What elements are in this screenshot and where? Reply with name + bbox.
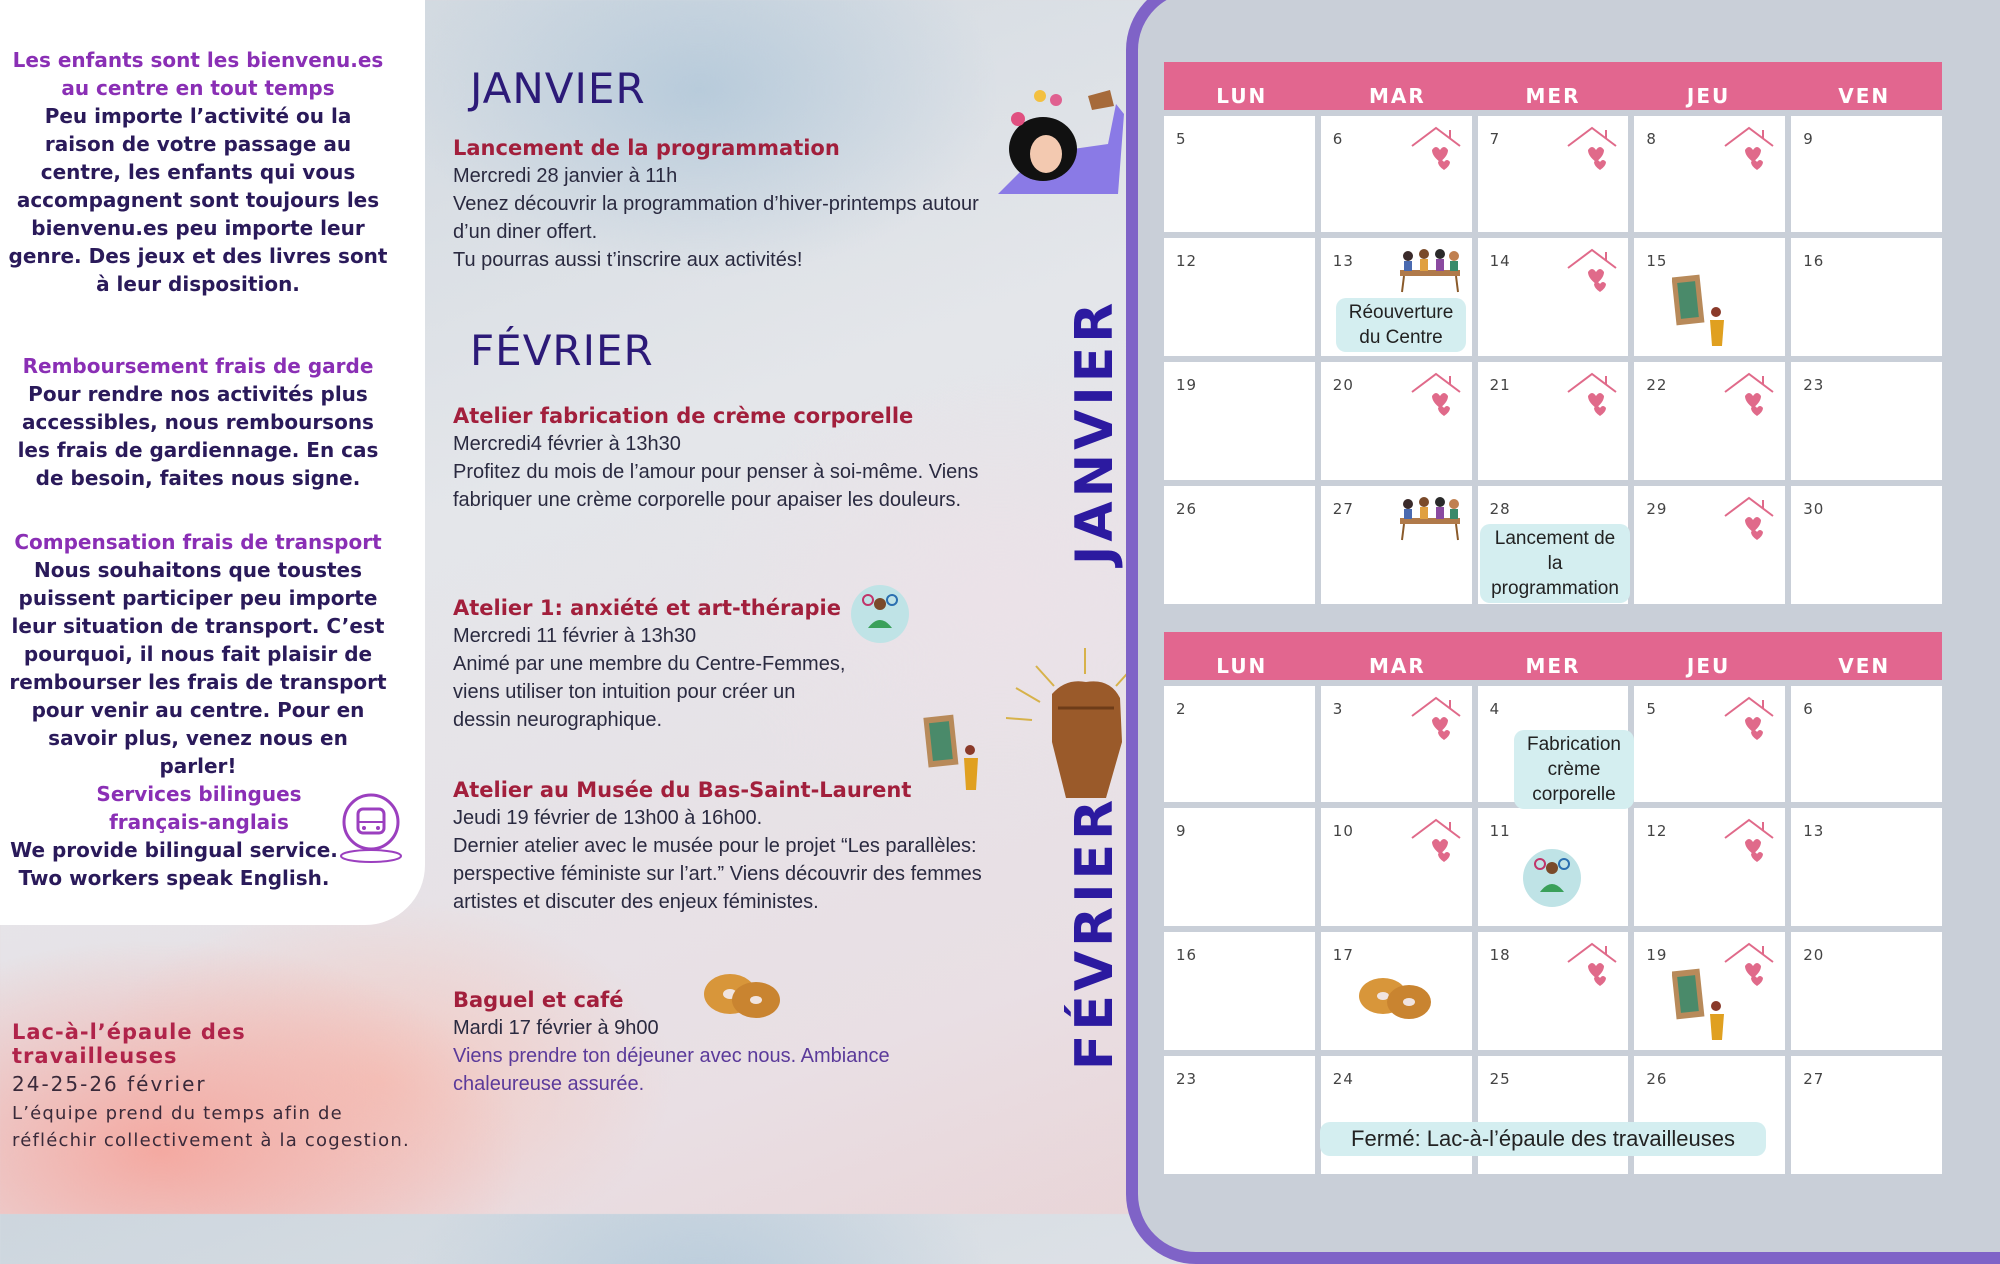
day-number: 28 (1489, 500, 1511, 518)
weekday-label: JEU (1686, 84, 1731, 108)
label-fabrication: Fabrication crème corporelle (1514, 730, 1634, 809)
day-number: 4 (1489, 700, 1501, 718)
calendar-day-cell (1164, 808, 1315, 926)
weekday-label: MER (1525, 654, 1581, 678)
weekday-label: MAR (1369, 84, 1426, 108)
calendar-day-cell (1634, 116, 1785, 232)
childcare-block (8, 352, 388, 492)
calendar-day-cell (1634, 362, 1785, 480)
house-hearts-icon (1408, 694, 1464, 742)
calendar-day-cell (1321, 116, 1472, 232)
weekday-label: LUN (1216, 654, 1268, 678)
calendar-day-cell (1478, 362, 1629, 480)
calendar-day-cell (1164, 238, 1315, 356)
calendar-day-cell (1164, 1056, 1315, 1174)
house-hearts-icon (1564, 124, 1620, 172)
calendar-fevrier (1164, 632, 1942, 1174)
calendar-day-cell (1478, 238, 1629, 356)
calendar-day-cell (1478, 1056, 1629, 1174)
day-number: 27 (1803, 1070, 1825, 1088)
calendar-day-cell (1634, 686, 1785, 802)
day-number: 20 (1803, 946, 1825, 964)
bilingual-text-1: We provide bilingual service. (10, 838, 338, 862)
event-text: Animé par une membre du Centre-Femmes, viens utiliser ton intuition pour créer un dessin neurographique. (453, 653, 846, 731)
event-title: Atelier fabrication de crème corporelle (453, 404, 914, 428)
day-number: 16 (1803, 252, 1825, 270)
calendar-day-cell (1634, 932, 1785, 1050)
painting-visitor-icon (922, 712, 988, 792)
calendar-day-cell (1634, 238, 1785, 356)
day-number: 13 (1803, 822, 1825, 840)
house-hearts-icon (1721, 370, 1777, 418)
day-number: 18 (1489, 946, 1511, 964)
event-title: Baguel et café (453, 988, 624, 1012)
calendar-day-cell (1164, 362, 1315, 480)
weekday-header (1164, 632, 1942, 680)
childcare-title: Remboursement frais de garde (22, 354, 374, 378)
day-number: 24 (1332, 1070, 1354, 1088)
house-hearts-icon (1721, 494, 1777, 542)
event-date: Mercredi4 février à 13h30 (453, 433, 681, 455)
event-text: Venez découvrir la programmation d’hiver-printemps autour d’un diner offert. (453, 193, 979, 243)
day-number: 20 (1332, 376, 1354, 394)
event-text: Dernier atelier avec le musée pour le projet “Les parallèles: perspective féministe sur l’art.” Viens découvrir des femmes artistes et discuter des enjeux féministes. (453, 835, 982, 913)
calendar-day-cell (1321, 1056, 1472, 1174)
event-musee (453, 776, 993, 916)
day-number: 10 (1332, 822, 1354, 840)
event-text: Viens prendre ton déjeuner avec nous. Ambiance chaleureuse assurée. (453, 1045, 890, 1095)
event-title: Lancement de la programmation (453, 136, 840, 160)
day-number: 19 (1176, 376, 1198, 394)
day-number: 29 (1646, 500, 1668, 518)
day-number: 6 (1803, 700, 1814, 718)
event-text-2: Tu pourras aussi t’inscrire aux activités! (453, 249, 803, 271)
house-hearts-icon (1408, 816, 1464, 864)
house-hearts-icon (1721, 124, 1777, 172)
month-heading-fevrier: FÉVRIER (470, 326, 654, 375)
people-table-icon (1392, 244, 1468, 294)
house-hearts-icon (1564, 370, 1620, 418)
calendar-day-cell (1478, 116, 1629, 232)
day-number: 2 (1176, 700, 1187, 718)
house-hearts-icon (1408, 370, 1464, 418)
transport-text: Nous souhaitons que toustes puissent participer peu importe leur situation de transport. C’est pourquoi, il nous fait plaisir de rembourser les frais de transport pour venir au centre. Pour en savoir plus, venez nous en parler! (9, 558, 387, 778)
event-date: Mardi 17 février à 9h00 (453, 1017, 659, 1039)
calendar-day-cell (1164, 686, 1315, 802)
calendar-day-cell (1321, 932, 1472, 1050)
house-hearts-icon (1721, 816, 1777, 864)
weekday-label: JEU (1686, 654, 1731, 678)
calendar-day-cell (1791, 116, 1942, 232)
lac-dates: 24-25-26 février (12, 1072, 207, 1096)
day-number: 27 (1332, 500, 1354, 518)
event-date: Mercredi 11 février à 13h30 (453, 625, 697, 647)
day-number: 6 (1332, 130, 1344, 148)
event-title: Atelier au Musée du Bas-Saint-Laurent (453, 778, 912, 802)
day-number: 5 (1646, 700, 1657, 718)
day-number: 19 (1646, 946, 1668, 964)
bagel-icon (700, 970, 784, 1022)
day-number: 9 (1176, 822, 1187, 840)
day-number: 5 (1176, 130, 1187, 148)
event-creme (453, 402, 993, 514)
woman-flowers-illustration (998, 84, 1124, 196)
event-art-therapie (453, 594, 853, 734)
calendar-day-cell (1791, 486, 1942, 604)
calendar-day-cell (1321, 686, 1472, 802)
label-reouverture: Réouverture du Centre (1336, 298, 1466, 352)
day-number: 12 (1176, 252, 1198, 270)
day-number: 16 (1176, 946, 1198, 964)
label-ferme: Fermé: Lac-à-l’épaule des travailleuses (1320, 1122, 1766, 1156)
transport-block (8, 528, 388, 780)
calendar-day-cell (1321, 808, 1472, 926)
day-number: 21 (1489, 376, 1511, 394)
bus-location-icon (335, 792, 407, 864)
calendar-day-cell (1791, 808, 1942, 926)
people-table-icon (1392, 492, 1468, 542)
weekday-label: VEN (1838, 654, 1891, 678)
event-title: Atelier 1: anxiété et art-thérapie (453, 596, 841, 620)
day-number: 15 (1646, 252, 1668, 270)
event-date: Mercredi 28 janvier à 11h (453, 165, 678, 187)
day-number: 17 (1332, 946, 1354, 964)
calendar-day-cell (1791, 686, 1942, 802)
label-lancement: Lancement de la programmation (1480, 524, 1630, 603)
weekday-header (1164, 62, 1942, 110)
day-number: 8 (1646, 130, 1657, 148)
bilingual-text-2: Two workers speak English. (18, 866, 330, 890)
childcare-text: Pour rendre nos activités plus accessibles, nous remboursons les frais de gardiennage. En cas de besoin, faites nous signe. (17, 382, 379, 490)
meditation-icon (850, 584, 910, 644)
day-number: 23 (1803, 376, 1825, 394)
day-number: 7 (1489, 130, 1501, 148)
calendar-day-cell (1478, 932, 1629, 1050)
weekday-label: MER (1525, 84, 1581, 108)
weekday-label: VEN (1838, 84, 1891, 108)
calendar-day-cell (1791, 238, 1942, 356)
house-hearts-icon (1408, 124, 1464, 172)
calendar-day-cell (1791, 932, 1942, 1050)
calendar-day-cell (1634, 486, 1785, 604)
day-number: 14 (1489, 252, 1511, 270)
calendar-day-cell (1164, 932, 1315, 1050)
day-number: 25 (1489, 1070, 1511, 1088)
weekday-label: MAR (1369, 654, 1426, 678)
calendar-day-cell (1321, 486, 1472, 604)
calendar-day-cell (1164, 486, 1315, 604)
day-number: 26 (1176, 500, 1198, 518)
lac-title: Lac-à-l’épaule des travailleuses (12, 1020, 246, 1068)
vertical-label-janvier: JANVIER (1065, 298, 1125, 565)
day-number: 30 (1803, 500, 1825, 518)
bagel-icon (1353, 972, 1437, 1024)
calendar-day-cell (1321, 362, 1472, 480)
day-number: 12 (1646, 822, 1668, 840)
welcome-title: Les enfants sont les bienvenu.es au centre en tout temps (12, 48, 384, 100)
day-number: 11 (1489, 822, 1511, 840)
calendar-day-cell (1791, 1056, 1942, 1174)
calendar-day-cell (1634, 808, 1785, 926)
house-hearts-icon (1564, 940, 1620, 988)
meditation-icon (1522, 848, 1582, 908)
day-number: 26 (1646, 1070, 1668, 1088)
painting-visitor-icon (1672, 966, 1732, 1042)
event-lancement (453, 134, 993, 274)
calendar-day-cell (1634, 1056, 1785, 1174)
event-date: Jeudi 19 février de 13h00 à 16h00. (453, 807, 763, 829)
bilingual-title: Services bilingues français-anglais (96, 782, 302, 834)
weekday-label: LUN (1216, 84, 1268, 108)
painting-visitor-icon (1672, 272, 1732, 348)
event-text: Profitez du mois de l’amour pour penser à soi-même. Viens fabriquer une crème corporelle pour apaiser les douleurs. (453, 461, 979, 511)
day-number: 22 (1646, 376, 1668, 394)
calendar-day-cell (1164, 116, 1315, 232)
day-number: 3 (1332, 700, 1344, 718)
house-hearts-icon (1564, 246, 1620, 294)
lac-text: L’équipe prend du temps afin de réfléchir collectivement à la cogestion. (12, 1103, 410, 1151)
day-number: 13 (1332, 252, 1354, 270)
lac-block (12, 1020, 412, 1154)
day-number: 9 (1803, 130, 1814, 148)
house-hearts-icon (1721, 694, 1777, 742)
welcome-block (8, 46, 388, 298)
transport-title: Compensation frais de transport (14, 530, 382, 554)
calendar-day-cell (1478, 808, 1629, 926)
welcome-text: Peu importe l’activité ou la raison de votre passage au centre, les enfants qui vous accompagnent sont toujours les bienvenu.es peu importe leur genre. Des jeux et des livres sont à leur disposition. (8, 104, 388, 296)
calendar-janvier (1164, 62, 1942, 604)
day-number: 23 (1176, 1070, 1198, 1088)
month-heading-janvier: JANVIER (470, 64, 646, 113)
calendar-day-cell (1791, 362, 1942, 480)
bilingual-block (4, 780, 344, 892)
vertical-label-fevrier: FÉVRIER (1065, 795, 1125, 1071)
